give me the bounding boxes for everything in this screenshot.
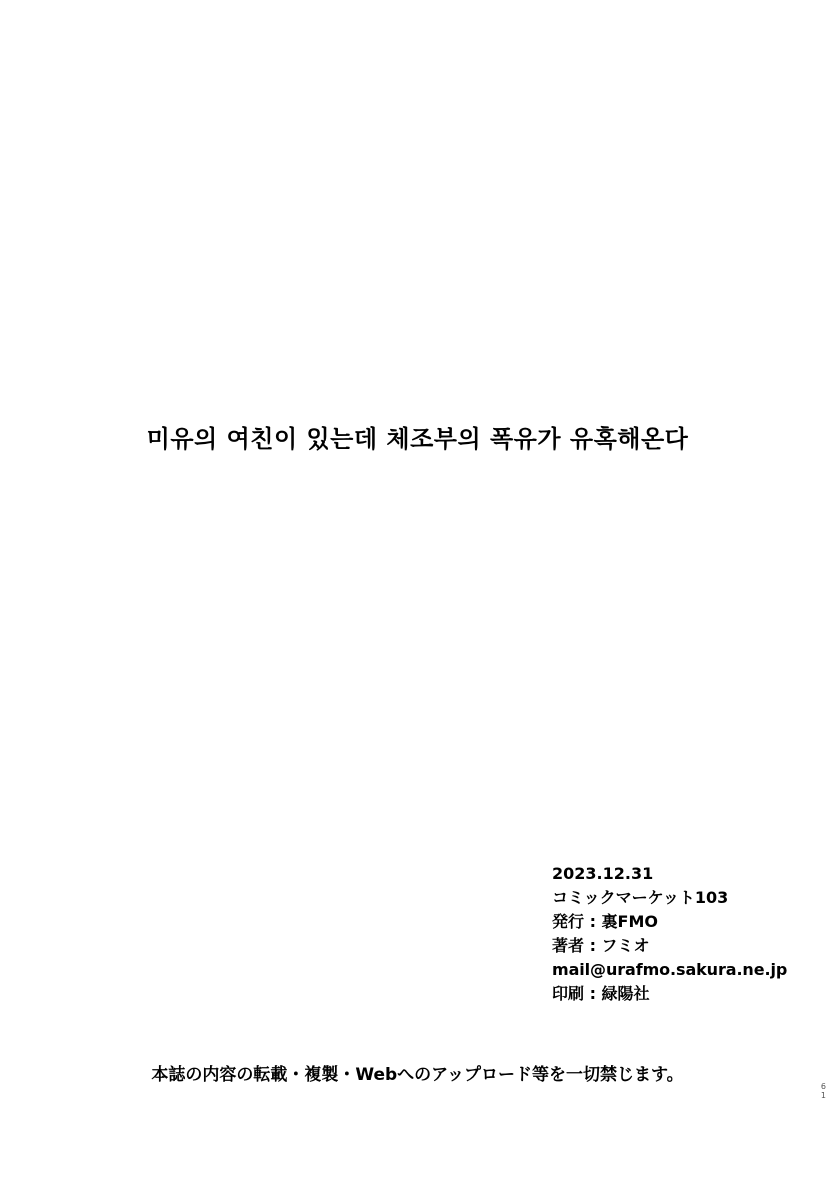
page-marker-top: 6 [820, 1082, 826, 1091]
colophon-block [552, 862, 812, 1006]
colophon-email: mail@urafmo.sakura.ne.jp [552, 960, 788, 979]
page-title: 미유의 여친이 있는데 체조부의 폭유가 유혹해온다 [146, 425, 689, 453]
copyright-notice: 本誌の内容の転載・複製・Webへのアップロード等を一切禁じます。 [151, 1065, 684, 1085]
colophon-date: 2023.12.31 [552, 864, 654, 883]
page-marker [821, 1082, 826, 1100]
colophon-publisher: 発行 : 裏FMO [552, 912, 658, 931]
colophon-event: コミックマーケット103 [552, 888, 729, 907]
colophon-printer: 印刷 : 緑陽社 [552, 984, 650, 1003]
colophon-author: 著者 : フミオ [552, 936, 650, 955]
page-marker-bottom: 1 [820, 1091, 826, 1100]
